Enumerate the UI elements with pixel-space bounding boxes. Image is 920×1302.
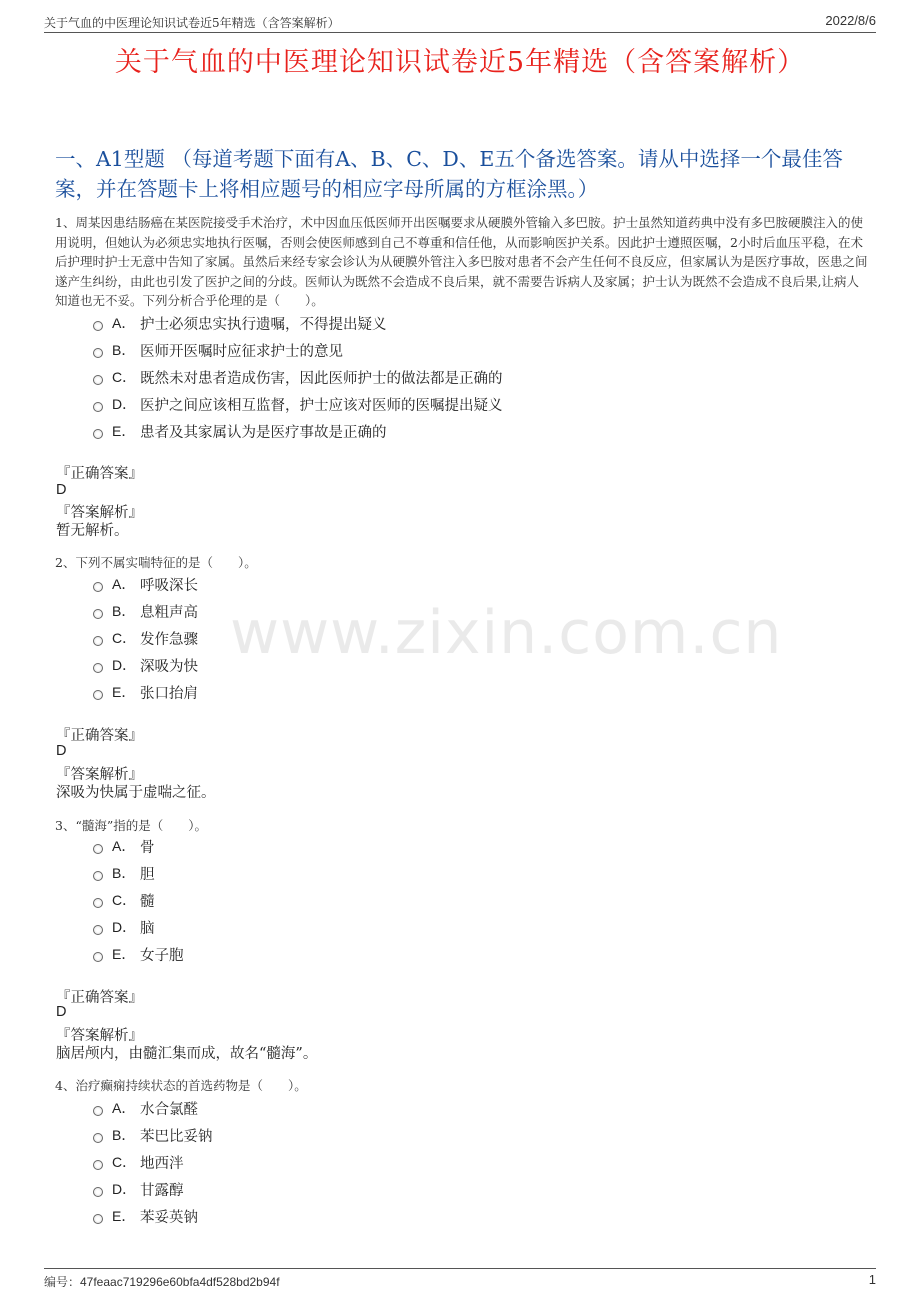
radio-icon[interactable]	[93, 1133, 103, 1143]
option-text: 髓	[140, 893, 155, 910]
option-text: 胆	[140, 866, 155, 883]
explanation-text: 暂无解析。	[56, 523, 129, 539]
question-4-text: 4、治疗癫痫持续状态的首选药物是（ ）。	[55, 1078, 307, 1093]
document-id: 编号：47feaac719296e60bfa4df528bd2b94f	[44, 1275, 280, 1289]
question-2-option-c[interactable]	[93, 628, 198, 648]
radio-icon[interactable]	[93, 952, 103, 962]
option-text: 张口抬肩	[140, 685, 198, 702]
correct-answer-label: 『正确答案』	[56, 466, 143, 482]
option-letter: A．	[112, 315, 136, 331]
radio-icon[interactable]	[93, 609, 103, 619]
explanation-label: 『答案解析』	[56, 767, 143, 783]
question-4-option-d[interactable]	[93, 1179, 184, 1199]
option-text: 女子胞	[140, 947, 184, 964]
option-letter: B．	[112, 865, 136, 881]
question-3-option-a[interactable]	[93, 836, 155, 856]
option-letter: E．	[112, 423, 136, 439]
correct-answer-value: D	[56, 1004, 67, 1020]
radio-icon[interactable]	[93, 690, 103, 700]
section-heading: 一、A1型题 （每道考题下面有A、B、C、D、E五个备选答案。请从中选择一个最佳答案，并在答题卡上将相应题号的相应字母所属的方框涂黑。）	[55, 147, 843, 201]
correct-answer-value: D	[56, 482, 67, 498]
question-1-option-c[interactable]	[93, 367, 503, 387]
question-1-option-e[interactable]	[93, 421, 387, 441]
question-2-text: 2、下列不属实喘特征的是（ ）。	[55, 555, 257, 570]
option-letter: A．	[112, 1100, 136, 1116]
explanation-label: 『答案解析』	[56, 505, 143, 521]
option-letter: B．	[112, 1127, 136, 1143]
question-3-option-c[interactable]	[93, 890, 155, 910]
option-letter: C．	[112, 1154, 137, 1170]
radio-icon[interactable]	[93, 582, 103, 592]
question-3-text: 3、“髓海”指的是（ ）。	[55, 818, 207, 833]
option-letter: D．	[112, 657, 137, 673]
question-1-option-b[interactable]	[93, 340, 343, 360]
document-title: 关于气血的中医理论知识试卷近5年精选（含答案解析）	[114, 47, 806, 78]
option-text: 深吸为快	[140, 658, 198, 675]
header-doc-title: 关于气血的中医理论知识试卷近5年精选（含答案解析）	[44, 16, 340, 30]
radio-icon[interactable]	[93, 636, 103, 646]
radio-icon[interactable]	[93, 321, 103, 331]
question-2-option-a[interactable]	[93, 574, 198, 594]
option-letter: B．	[112, 603, 136, 619]
question-2-option-e[interactable]	[93, 682, 198, 702]
header-date: 2022/8/6	[825, 13, 876, 28]
radio-icon[interactable]	[93, 1214, 103, 1224]
correct-answer-label: 『正确答案』	[56, 728, 143, 744]
option-text: 苯妥英钠	[140, 1209, 198, 1226]
radio-icon[interactable]	[93, 402, 103, 412]
option-text: 患者及其家属认为是医疗事故是正确的	[140, 424, 387, 441]
question-4-option-e[interactable]	[93, 1206, 198, 1226]
radio-icon[interactable]	[93, 348, 103, 358]
correct-answer-value: D	[56, 743, 67, 759]
question-3-option-d[interactable]	[93, 917, 155, 937]
page-number: 1	[868, 1272, 876, 1287]
question-4-option-a[interactable]	[93, 1098, 198, 1118]
option-letter: E．	[112, 684, 136, 700]
option-letter: D．	[112, 919, 137, 935]
option-letter: C．	[112, 630, 137, 646]
option-letter: C．	[112, 369, 137, 385]
option-text: 地西泮	[140, 1155, 184, 1172]
question-3-option-e[interactable]	[93, 944, 184, 964]
option-text: 发作急骤	[140, 631, 198, 648]
radio-icon[interactable]	[93, 375, 103, 385]
radio-icon[interactable]	[93, 925, 103, 935]
explanation-text: 深吸为快属于虚喘之征。	[56, 785, 216, 801]
page-header	[44, 12, 876, 33]
option-letter: E．	[112, 946, 136, 962]
option-text: 甘露醇	[140, 1182, 184, 1199]
question-2-option-b[interactable]	[93, 601, 198, 621]
radio-icon[interactable]	[93, 429, 103, 439]
option-letter: C．	[112, 892, 137, 908]
question-1-option-d[interactable]	[93, 394, 503, 414]
question-4-option-b[interactable]	[93, 1125, 213, 1145]
option-text: 医护之间应该相互监督，护士应该对医师的医嘱提出疑义	[140, 397, 503, 414]
option-text: 医师开医嘱时应征求护士的意见	[140, 343, 343, 360]
question-1-option-a[interactable]	[93, 313, 387, 333]
option-letter: D．	[112, 1181, 137, 1197]
option-letter: A．	[112, 576, 136, 592]
radio-icon[interactable]	[93, 1187, 103, 1197]
explanation-text: 脑居颅内，由髓汇集而成，故名“髓海”。	[56, 1046, 318, 1062]
radio-icon[interactable]	[93, 1160, 103, 1170]
option-text: 呼吸深长	[140, 577, 198, 594]
correct-answer-label: 『正确答案』	[56, 990, 143, 1006]
page-footer	[44, 1268, 876, 1291]
option-letter: E．	[112, 1208, 136, 1224]
option-letter: A．	[112, 838, 136, 854]
radio-icon[interactable]	[93, 871, 103, 881]
radio-icon[interactable]	[93, 898, 103, 908]
option-text: 既然未对患者造成伤害，因此医师护士的做法都是正确的	[140, 370, 503, 387]
question-3-option-b[interactable]	[93, 863, 155, 883]
option-text: 护士必须忠实执行遗嘱，不得提出疑义	[140, 316, 387, 333]
explanation-label: 『答案解析』	[56, 1028, 143, 1044]
radio-icon[interactable]	[93, 663, 103, 673]
option-letter: B．	[112, 342, 136, 358]
watermark: www.zixin.com.cn	[230, 598, 783, 668]
option-text: 苯巴比妥钠	[140, 1128, 213, 1145]
option-text: 骨	[140, 839, 155, 856]
question-4-option-c[interactable]	[93, 1152, 184, 1172]
radio-icon[interactable]	[93, 1106, 103, 1116]
option-text: 脑	[140, 920, 155, 937]
option-text: 水合氯醛	[140, 1101, 198, 1118]
option-text: 息粗声高	[140, 604, 198, 621]
question-1-text: 1、周某因患结肠癌在某医院接受手术治疗，术中因血压低医师开出医嘱要求从硬膜外管输入多巴胺。护士虽然知道药典中没有多巴胺硬膜注入的使用说明，但她认为必须忠实地执行医嘱，否则会使医师感到自己不尊重和信任他，从而影响医护关系。因此护士遵照医嘱，2小时后血压平稳，在术后护理时护士无意中告知了家属。虽然后来经专家会诊认为从硬膜外管注入多巴胺对患者不会产生任何不良反应，但家属认为是医疗事故，医患之间遂产生纠纷，由此也引发了医护之间的分歧。医师认为既然不会造成不良后果，就不需要告诉病人及家属；护士认为既然不会造成不良后果,让病人知道也无不妥。下列分析合乎伦理的是（ ）。	[55, 215, 868, 308]
radio-icon[interactable]	[93, 844, 103, 854]
option-letter: D．	[112, 396, 137, 412]
question-2-option-d[interactable]	[93, 655, 198, 675]
